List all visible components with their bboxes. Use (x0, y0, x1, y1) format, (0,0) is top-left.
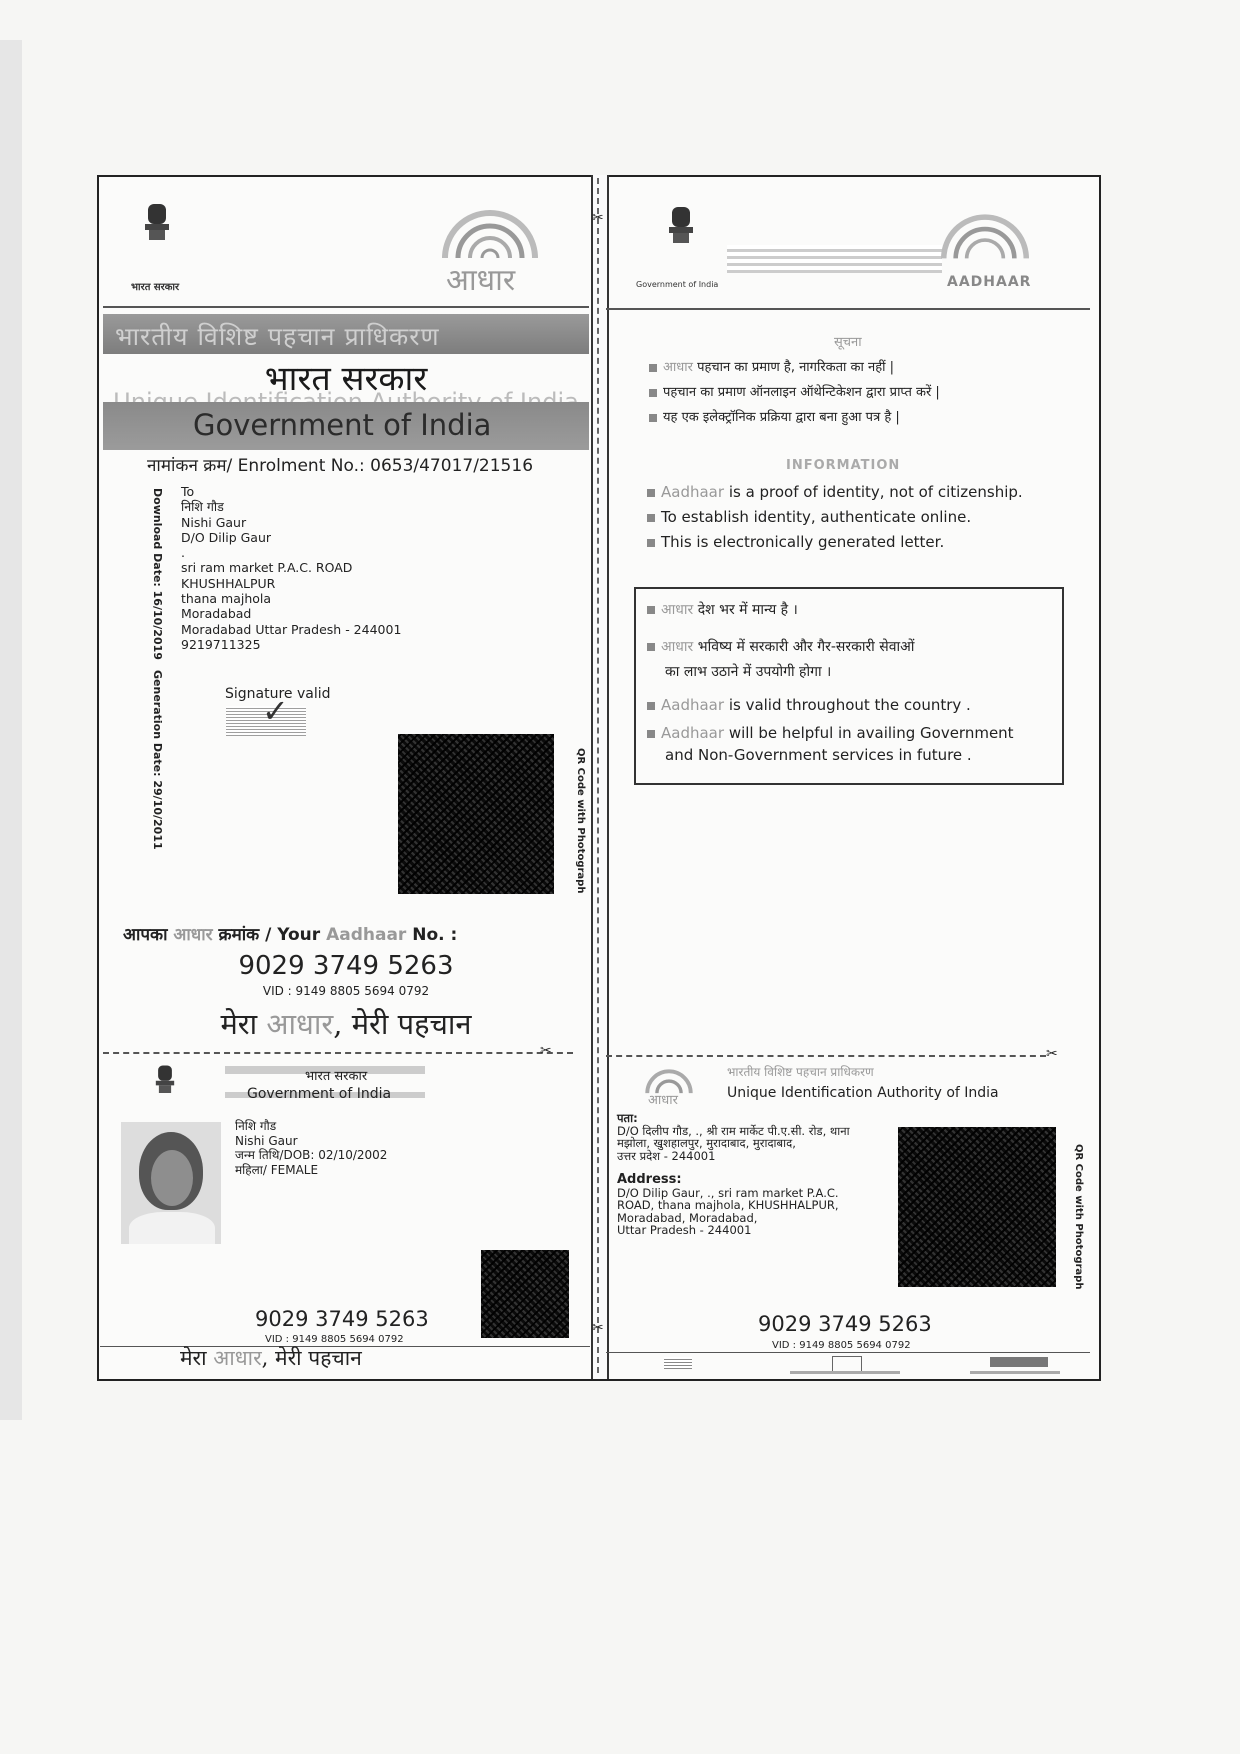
address-line: मझोला, खुशहालपुर, मुरादाबाद, मुरादाबाद, (617, 1136, 796, 1150)
label-part: No. : (406, 925, 458, 945)
item-text: This is electronically generated letter. (661, 533, 945, 551)
card-gov-hindi: भारत सरकार (305, 1069, 368, 1084)
aadhaar-logo-icon (930, 208, 1040, 267)
validity-en-2b: and Non-Government services in future . (665, 746, 972, 764)
item-text: देश भर में मान्य है । (693, 602, 798, 618)
qr-code (398, 734, 554, 894)
authority-band-text: भारतीय विशिष्ट पहचान प्राधिकरण (115, 322, 440, 351)
address-line: KHUSHHALPUR (181, 575, 276, 591)
address-line: thana majhola (181, 591, 272, 607)
address-line: निशि गौड (181, 499, 224, 515)
card-vid: VID : 9149 8805 5694 0792 (772, 1340, 911, 1351)
address-line: 9219711325 (181, 636, 261, 652)
suchna-item (649, 355, 940, 380)
aadhaar-logo-text: आधार (446, 263, 516, 298)
address-line: D/O Dilip Gaur (181, 529, 272, 545)
item-prefix: आधार (663, 360, 693, 375)
validity-hindi-2b: का लाभ उठाने में उपयोगी होगा । (665, 664, 832, 680)
address-line: Moradabad Uttar Pradesh - 244001 (181, 621, 402, 637)
suchna-title: सूचना (834, 335, 862, 350)
qr-side-label: QR Code with Photograph (1073, 1144, 1084, 1290)
suchna-list (649, 355, 940, 430)
slogan-part: मेरा (220, 1007, 267, 1041)
aadhaar-number: 9029 3749 5263 (238, 951, 454, 981)
slogan-part: आधार (213, 1346, 262, 1370)
item-prefix: Aadhaar (661, 724, 725, 742)
validity-en-2 (647, 724, 1014, 742)
item-text: To establish identity, authenticate online. (661, 508, 972, 526)
address-line: . (181, 545, 185, 561)
address-line: sri ram market P.A.C. ROAD (181, 560, 353, 576)
pata-label: पता: (617, 1111, 638, 1125)
slogan-part: , मेरी पहचान (333, 1007, 472, 1041)
qr-code (898, 1127, 1056, 1287)
download-date: Download Date: 16/10/2019 (151, 488, 164, 660)
scissors-icon: ✂ (540, 1043, 552, 1059)
card-address-hindi (617, 1112, 850, 1162)
card-holder-details (235, 1119, 387, 1177)
gov-band (103, 402, 589, 450)
address-line: D/O Dilip Gaur, ., sri ram market P.A.C. (617, 1185, 839, 1200)
information-title: INFORMATION (786, 458, 901, 473)
gov-band-text: Government of India (193, 408, 492, 442)
cut-line-vertical (597, 178, 599, 1373)
qr-code (481, 1250, 569, 1338)
your-aadhaar-label (123, 922, 457, 945)
address-line: ROAD, thana majhola, KHUSHHALPUR, (617, 1198, 839, 1212)
qr-side-label: QR Code with Photograph (575, 748, 586, 894)
validity-en-1 (647, 696, 971, 714)
signature-valid-label: Signature valid (225, 686, 331, 702)
label-part: Aadhaar (326, 925, 407, 945)
cut-line-horizontal (606, 1055, 1046, 1057)
info-item (647, 505, 1023, 530)
card-aadhaar-number: 9029 3749 5263 (758, 1312, 932, 1336)
item-prefix: आधार (661, 639, 694, 655)
address-line: D/O दिलीप गौड, ., श्री राम मार्केट पी.ए.सी. रोड, थाना (617, 1123, 850, 1138)
slogan-part: , मेरी पहचान (261, 1346, 362, 1370)
aadhaar-logo-text: AADHAAR (947, 274, 1032, 290)
label-part: आपका (123, 925, 174, 945)
mail-icon (832, 1356, 862, 1372)
bharat-sarkar-title: भारत सरकार (264, 359, 428, 399)
slogan-part: मेरा (180, 1346, 214, 1370)
item-prefix: आधार (661, 602, 694, 618)
validity-hindi-2 (647, 637, 914, 656)
aadhaar-logo-text: आधार (648, 1093, 678, 1108)
enrolment-number: नामांकन क्रम/ Enrolment No.: 0653/47017/21516 (147, 456, 534, 476)
info-item (647, 530, 1023, 555)
photo (121, 1122, 221, 1244)
scan-edge-shadow (0, 40, 22, 1420)
address-label: Address: (617, 1172, 682, 1187)
item-text: यह एक इलेक्ट्रॉनिक प्रक्रिया द्वारा बना हुआ पत्र है | (663, 410, 900, 425)
address-line: Nishi Gaur (181, 514, 247, 530)
suchna-item (649, 380, 940, 405)
header-rule (103, 306, 589, 308)
recipient-address (181, 484, 401, 652)
address-line: उत्तर प्रदेश - 244001 (617, 1148, 716, 1163)
scissors-icon: ✂ (1046, 1046, 1058, 1062)
slogan (103, 1004, 589, 1043)
national-emblem-icon (140, 202, 174, 248)
national-emblem-icon (152, 1063, 178, 1101)
item-prefix: Aadhaar (661, 696, 725, 714)
address-line: To (181, 484, 195, 499)
header-rule (606, 308, 1090, 310)
item-text: पहचान का प्रमाण है, नागरिकता का नहीं | (692, 360, 895, 375)
item-text: will be helpful in availing Government (724, 724, 1014, 742)
scissors-icon: ✂ (592, 1320, 604, 1336)
card-rule (606, 1352, 1090, 1353)
card-vid: VID : 9149 8805 5694 0792 (265, 1334, 404, 1345)
footer-text-strip (970, 1371, 1060, 1374)
checkmark-icon: ✓ (262, 692, 289, 730)
generation-date: Generation Date: 29/10/2011 (151, 670, 164, 850)
name-hindi: निशि गौड (235, 1119, 277, 1133)
name-en: Nishi Gaur (235, 1133, 298, 1148)
card-address-en (617, 1174, 839, 1237)
gender: महिला/ FEMALE (235, 1162, 319, 1177)
authority-en: Unique Identification Authority of India (727, 1085, 999, 1101)
label-part: क्रमांक / Your (212, 925, 327, 945)
slogan-part: आधार (266, 1007, 334, 1041)
item-text: पहचान का प्रमाण ऑनलाइन ऑथेन्टिकेशन द्वारा प्राप्त करें | (663, 385, 940, 400)
item-prefix: Aadhaar (661, 483, 725, 501)
info-item (647, 480, 1023, 505)
item-text: is a proof of identity, not of citizenship. (724, 483, 1023, 501)
scissors-icon: ✂ (592, 210, 604, 226)
vid-number: VID : 9149 8805 5694 0792 (262, 984, 430, 998)
footer-text-strip (790, 1371, 900, 1374)
information-list (647, 480, 1023, 555)
authority-hindi: भारतीय विशिष्ट पहचान प्राधिकरण (727, 1065, 874, 1079)
national-emblem-icon (664, 205, 698, 251)
header-decoration (727, 245, 942, 273)
card-gov-en: Government of India (247, 1086, 392, 1102)
card-aadhaar-number: 9029 3749 5263 (255, 1307, 429, 1331)
dob: जन्म तिथि/DOB: 02/10/2002 (235, 1148, 388, 1162)
footer-logo-icon (664, 1357, 692, 1369)
address-line: Moradabad (181, 606, 252, 622)
suchna-item (649, 405, 940, 430)
item-text: is valid throughout the country . (724, 696, 971, 714)
gov-label: Government of India (636, 280, 719, 289)
address-line: Uttar Pradesh - 244001 (617, 1223, 752, 1237)
card-slogan (180, 1344, 362, 1372)
validity-hindi-1 (647, 600, 798, 619)
fold-divider (591, 175, 609, 1379)
authority-band (103, 314, 589, 354)
label-part: आधार (173, 925, 213, 945)
footer-badge (990, 1357, 1048, 1367)
address-line: Moradabad, Moradabad, (617, 1210, 758, 1225)
cut-line-horizontal (103, 1052, 573, 1054)
item-text: भविष्य में सरकारी और गैर-सरकारी सेवाओं (693, 639, 915, 655)
gov-label: भारत सरकार (131, 282, 180, 293)
